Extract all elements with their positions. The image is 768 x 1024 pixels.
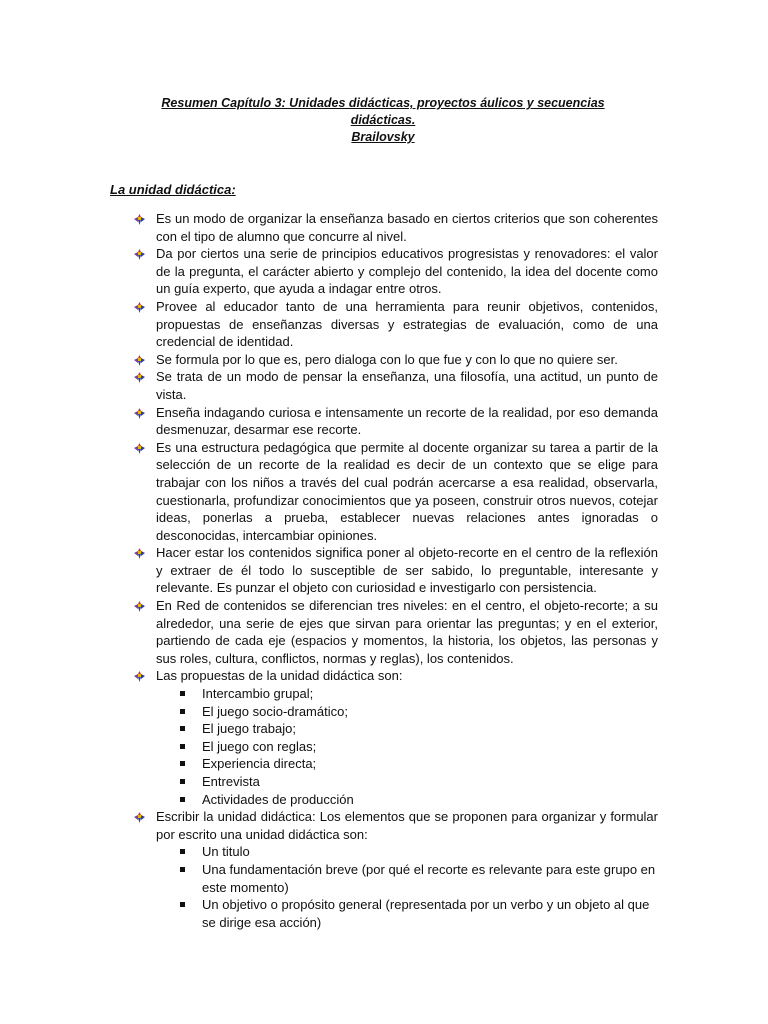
square-bullet-icon	[180, 797, 185, 802]
square-bullet-icon	[180, 691, 185, 696]
square-bullet-icon	[180, 902, 185, 907]
bullet-list	[110, 210, 658, 931]
square-bullet-icon	[180, 709, 185, 714]
list-item	[110, 404, 658, 439]
sub-list-item-text: Actividades de producción	[202, 791, 354, 807]
list-item	[110, 667, 658, 808]
arrow-bullet-icon	[134, 601, 145, 612]
arrow-bullet-icon	[134, 548, 145, 559]
list-item-text: Da por ciertos una serie de principios educativos progresistas y renovadores: el valor de la pregunta, el carácter abierto y complejo del contenido, la idea del docente como un guía experto, que ayuda a indagar entre otros.	[156, 246, 658, 297]
square-bullet-icon	[180, 779, 185, 784]
list-item	[110, 544, 658, 597]
sub-list-item	[156, 703, 658, 721]
sub-list-item-text: Entrevista	[202, 774, 260, 789]
sub-list-item-text: Una fundamentación breve (por qué el recorte es relevante para este grupo en este momento)	[202, 861, 656, 895]
sub-list-item	[156, 738, 658, 756]
list-item-text: Se trata de un modo de pensar la enseñanza, una filosofía, una actitud, un punto de vista.	[156, 369, 658, 402]
title-text: Resumen Capítulo 3: Unidades didácticas, proyectos áulicos y secuencias didácticas.	[161, 96, 605, 127]
square-bullet-icon	[180, 744, 185, 749]
section-heading: La unidad didáctica:	[110, 182, 236, 197]
list-item	[110, 439, 658, 545]
list-item-text: En Red de contenidos se diferencian tres niveles: en el centro, el objeto-recorte; a su alrededor, una serie de ejes que sirvan para orientar las preguntas; y en el exterior, partiendo de cada eje (espacios y momentos, la historia, los objetos, las personas y sus roles, cultura, conflictos, normas y reglas), los contenidos.	[156, 598, 658, 666]
sub-list-item-text: El juego trabajo;	[202, 721, 296, 737]
square-bullet-icon	[180, 761, 185, 766]
list-item	[110, 597, 658, 667]
list-item	[110, 298, 658, 351]
author-name: Brailovsky	[351, 130, 415, 144]
arrow-bullet-icon	[134, 355, 145, 366]
sub-list-item	[156, 685, 658, 703]
sub-list-item-text: Experiencia directa;	[202, 756, 317, 772]
list-item	[110, 245, 658, 298]
list-item-text: Provee al educador tanto de una herramienta para reunir objetivos, contenidos, propuestas de enseñanzas diversas y estrategias de evaluación, como de una credencial de identidad.	[156, 298, 658, 350]
document-title	[160, 95, 606, 146]
arrow-bullet-icon	[134, 671, 145, 682]
square-bullet-icon	[180, 867, 185, 872]
list-item-text: Escribir la unidad didáctica: Los elementos que se proponen para organizar y formular por escrito una unidad didáctica son:	[156, 809, 658, 842]
arrow-bullet-icon	[134, 408, 145, 419]
sub-list-item-text: Un objetivo o propósito general (representada por un verbo y un objeto al que se dirige esa acción)	[202, 897, 650, 930]
arrow-bullet-icon	[134, 443, 145, 454]
sub-list-item	[156, 755, 658, 773]
sub-list-item	[156, 896, 658, 931]
arrow-bullet-icon	[134, 249, 145, 260]
list-item	[110, 368, 658, 403]
sub-list-item	[156, 773, 658, 791]
arrow-bullet-icon	[134, 214, 145, 225]
sub-list-item	[156, 791, 658, 809]
square-bullet-icon	[180, 726, 185, 731]
sub-list-item	[156, 843, 658, 861]
sub-list-item-text: Un titulo	[202, 844, 250, 860]
sub-list-item-text: El juego socio-dramático;	[202, 703, 348, 719]
sub-list-item-text: El juego con reglas;	[202, 738, 317, 754]
sub-list-item	[156, 720, 658, 738]
list-item	[110, 808, 658, 931]
list-item-text: Las propuestas de la unidad didáctica son:	[156, 668, 403, 684]
list-item-text: Es una estructura pedagógica que permite al docente organizar su tarea a partir de la selección de un recorte de la realidad es decir de un contexto que se elige para trabajar con los niños a través del cual podrán acercarse a esa realidad, observarla, cuestionarla, profundizar conocimientos que ya poseen, construir otros nuevos, cotejar ideas, ponerlas a prueba, establecer nuevas relaciones antes ignoradas o desconocidas, intercambiar opiniones.	[156, 439, 658, 543]
arrow-bullet-icon	[134, 812, 145, 823]
square-bullet-icon	[180, 849, 185, 854]
arrow-bullet-icon	[134, 302, 145, 313]
list-item-text: Hacer estar los contenidos significa poner al objeto-recorte en el centro de la reflexión y extraer de él todo lo susceptible de ser sabido, lo preguntable, interesante y relevante. Es punzar el objeto con curiosidad e investigarlo con persistencia.	[156, 545, 658, 596]
arrow-bullet-icon	[134, 372, 145, 383]
sub-list	[156, 843, 658, 931]
list-item-text: Enseña indagando curiosa e intensamente un recorte de la realidad, por eso demanda desmenuzar, desarmar ese recorte.	[156, 404, 658, 438]
sub-list	[156, 685, 658, 808]
sub-list-item	[156, 861, 658, 896]
sub-list-item-text: Intercambio grupal;	[202, 686, 314, 702]
list-item	[110, 210, 658, 245]
list-item-text: Es un modo de organizar la enseñanza basado en ciertos criterios que son coherentes con el tipo de alumno que concurre al nivel.	[156, 211, 658, 244]
list-item	[110, 351, 658, 369]
list-item-text: Se formula por lo que es, pero dialoga con lo que fue y con lo que no quiere ser.	[156, 351, 618, 367]
